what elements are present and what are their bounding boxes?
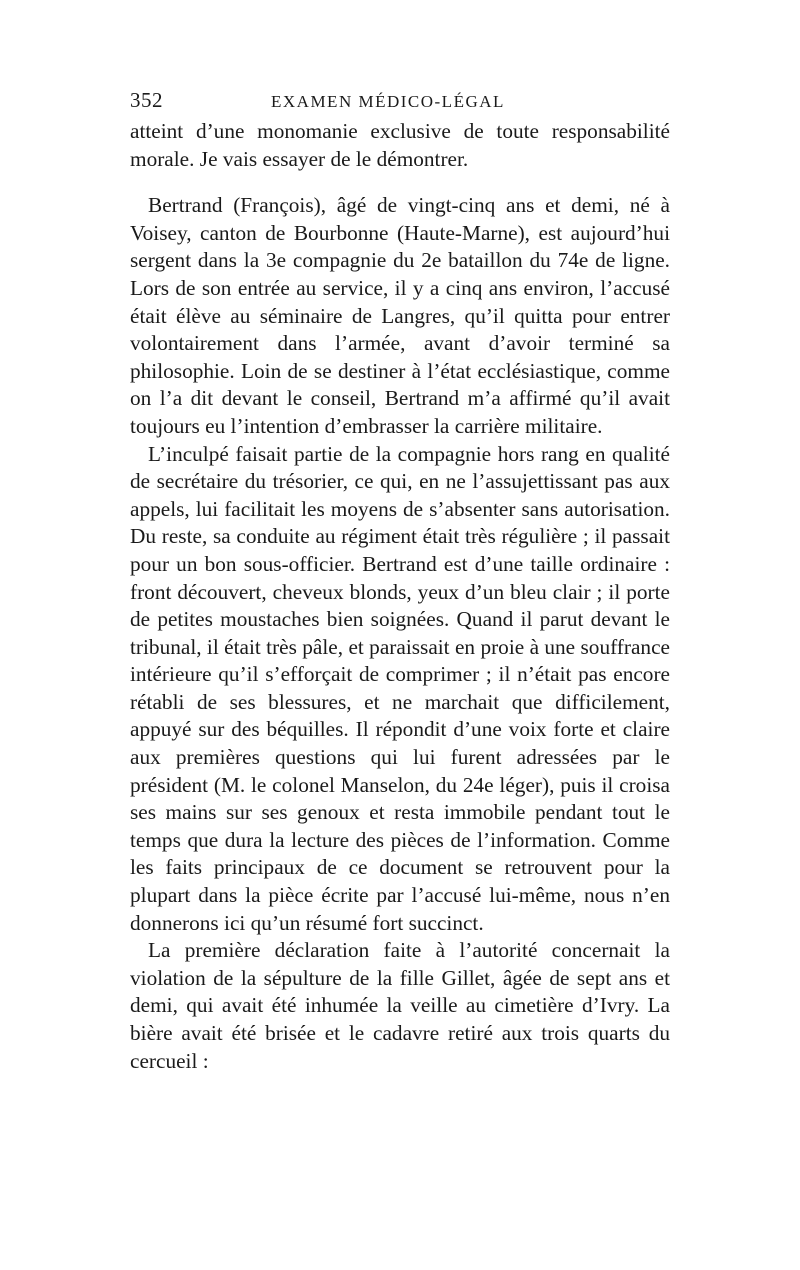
page-number: 352 xyxy=(130,88,163,112)
paragraph-first-declaration: La première déclaration faite à l’autorité concernait la violation de la sépulture de la fille Gillet, âgée de sept ans et demi, qui avait été inhumée la veille au cimetière d’Ivry. La bière avait été brisée et le cadavre retiré aux trois quarts du cercueil : xyxy=(130,938,670,1073)
book-page xyxy=(130,88,670,1075)
paragraph-bertrand-identity: Bertrand (François), âgé de vingt-cinq ans et demi, né à Voisey, canton de Bourbonne (Haute-Marne), est aujourd’hui sergent dans la 3e compagnie du 2e bataillon du 74e de ligne. Lors de son entrée au service, il y a cinq ans environ, l’accusé était élève au séminaire de Langres, qu’il quitta pour entrer volontairement dans l’armée, avant d’avoir terminé sa philosophie. Loin de se destiner à l’état ecclésiastique, comme on l’a dit devant le conseil, Bertrand m’a affirmé qu’il avait toujours eu l’intention d’embrasser la carrière militaire. xyxy=(130,193,670,438)
paragraph-conduct-description: L’inculpé faisait partie de la compagnie hors rang en qualité de secrétaire du trésorier, ce qui, en ne l’assujettissant pas aux appels, lui facilitait les moyens de s’absenter sans autorisation. Du reste, sa conduite au régiment était très régulière ; il passait pour un bon sous-officier. Bertrand est d’une taille ordinaire : front découvert, cheveux blonds, yeux d’un bleu clair ; il porte de petites moustaches bien soignées. Quand il parut devant le tribunal, il était très pâle, et paraissait en proie à une souffrance intérieure qu’il s’efforçait de comprimer ; il n’était pas encore rétabli de ses blessures, et ne marchait que difficilement, appuyé sur des béquilles. Il répondit d’une voix forte et claire aux premières questions qui lui furent adressées par le président (M. le colonel Manselon, du 24e léger), puis il croisa ses mains sur ses genoux et resta immobile pendant tout le temps que dura la lecture des pièces de l’information. Comme les faits principaux de ce document se retrouvent pour la plupart dans la pièce écrite par l’accusé lui-même, nous n’en donnerons ici qu’un résumé fort succinct. xyxy=(130,441,670,935)
paragraph-continuation: atteint d’une monomanie exclusive de toute responsabilité morale. Je vais essayer de le démontrer. xyxy=(130,119,670,171)
body-text xyxy=(130,118,670,1075)
running-title: EXAMEN MÉDICO-LÉGAL xyxy=(271,92,505,111)
page-header xyxy=(130,88,670,118)
